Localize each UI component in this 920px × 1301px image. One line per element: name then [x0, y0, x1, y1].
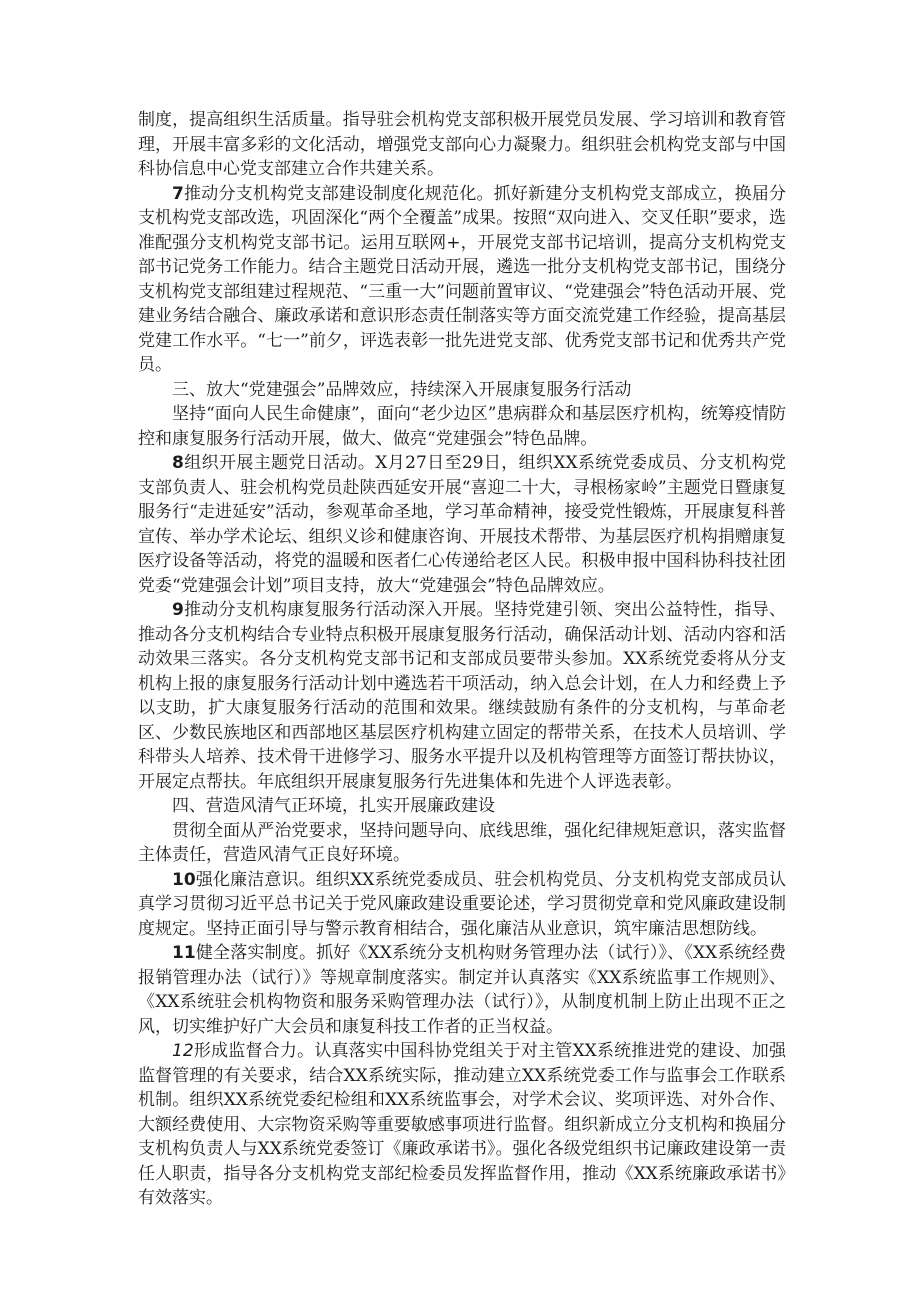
item-number: 9	[172, 600, 184, 620]
paragraph-item-10	[138, 868, 786, 942]
item-number: 11	[172, 943, 196, 963]
paragraph-item-8	[138, 451, 786, 598]
paragraph-text: 坚持“面向人民生命健康”，面向“老少边区”患病群众和基层医疗机构，统筹疫情防控和康复服务行活动开展，做大、做亮“党建强会”特色品牌。	[138, 404, 786, 449]
paragraph-intro-4	[138, 819, 786, 868]
paragraph-text: 贯彻全面从严治党要求，坚持问题导向、底线思维，强化纪律规矩意识，落实监督主体责任，营造风清气正良好环境。	[138, 820, 786, 865]
item-number: 10	[172, 869, 196, 890]
paragraph-item-12	[138, 1039, 786, 1211]
paragraph-text: 组织开展主题党日活动。X月27日至29日，组织XX系统党委成员、分支机构党支部负责人、驻会机构党员赴陕西延安开展“喜迎二十大，寻根杨家岭”主题党日暨康复服务行“走进延安”活动，参观革命圣地，学习革命精神，接受党性锻炼，开展康复科普宣传、举办学术论坛、组织义诊和健康咨询、开展技术帮带、为基层医疗机构捐赠康复医疗设备等活动，将党的温暖和医者仁心传递给老区人民。积极申报中国科协科技社团党委“党建强会计划”项目支持，放大“党建强会”特色品牌效应。	[138, 453, 786, 596]
paragraph-text: 推动分支机构康复服务行活动深入开展。坚持党建引领、突出公益特性，指导、推动各分支机构结合专业特点积极开展康复服务行活动，确保活动计划、活动内容和活动效果三落实。各分支机构党支部书记和支部成员要带头参加。XX系统党委将从分支机构上报的康复服务行活动计划中遴选若干项活动，纳入总会计划，在人力和经费上予以支助，扩大康复服务行活动的范围和效果。继续鼓励有条件的分支机构，与革命老区、少数民族地区和西部地区基层医疗机构建立固定的帮带关系，在技术人员培训、学科带头人培养、技术骨干进修学习、服务水平提升以及机构管理等方面签订帮扶协议，开展定点帮扶。年底组织开展康复服务行先进集体和先进个人评选表彰。	[138, 600, 786, 792]
paragraph-continued	[138, 108, 786, 182]
paragraph-intro-3	[138, 402, 786, 451]
item-number: 7	[172, 183, 184, 204]
section-heading-3: 三、放大“党建强会”品牌效应，持续深入开展康复服务行活动	[172, 379, 632, 400]
paragraph-item-9	[138, 598, 786, 794]
item-number: 12	[172, 1041, 194, 1061]
section-heading-4: 四、营造风清气正环境，扎实开展廉政建设	[172, 796, 495, 816]
paragraph-text: 推动分支机构党支部建设制度化规范化。抓好新建分支机构党支部成立，换届分支机构党支部改选，巩固深化“两个全覆盖”成果。按照“双向进入、交叉任职”要求，选准配强分支机构党支部书记。运用互联网+，开展党支部书记培训，提高分支机构党支部书记党务工作能力。结合主题党日活动开展，遴选一批分支机构党支部书记，围绕分支机构党支部组建过程规范、“三重一大”问题前置审议、“党建强会”特色活动开展、党建业务结合融合、廉政承诺和意识形态责任制落实等方面交流党建工作经验，提高基层党建工作水平。“七一”前夕，评选表彰一批先进党支部、优秀党支部书记和优秀共产党员。	[138, 183, 786, 375]
paragraph-text: 健全落实制度。抓好《XX系统分支机构财务管理办法（试行）》、《XX系统经费报销管理办法（试行）》等规章制度落实。制定并认真落实《XX系统监事工作规则》、《XX系统驻会机构物资和服务采购管理办法（试行）》，从制度机制上防止出现不正之风，切实维护好广大会员和康复科技工作者的正当权益。	[138, 943, 786, 1037]
paragraph-text: 形成监督合力。认真落实中国科协党组关于对主管XX系统推进党的建设、加强监督管理的有关要求，结合XX系统实际，推动建立XX系统党委工作与监事会工作联系机制。组织XX系统党委纪检组和XX系统监事会，对学术会议、奖项评选、对外合作、大额经费使用、大宗物资采购等重要敏感事项进行监督。组织新成立分支机构和换届分支机构负责人与XX系统党委签订《廉政承诺书》。强化各级党组织书记廉政建设第一责任人职责，指导各分支机构党支部纪检委员发挥监督作用，推动《XX系统廉政承诺书》有效落实。	[138, 1041, 786, 1208]
paragraph-text: 制度，提高组织生活质量。指导驻会机构党支部积极开展党员发展、学习培训和教育管理，开展丰富多彩的文化活动，增强党支部向心力凝聚力。组织驻会机构党支部与中国科协信息中心党支部建立合作共建关系。	[138, 110, 786, 179]
paragraph-item-7	[138, 182, 786, 378]
paragraph-text: 强化廉洁意识。组织XX系统党委成员、驻会机构党员、分支机构党支部成员认真学习贯彻习近平总书记关于党风廉政建设重要论述，学习贯彻党章和党风廉政建设制度规定。坚持正面引导与警示教育相结合，强化廉洁从业意识，筑牢廉洁思想防线。	[138, 869, 786, 939]
item-number: 8	[172, 453, 184, 473]
paragraph-item-11	[138, 941, 786, 1039]
